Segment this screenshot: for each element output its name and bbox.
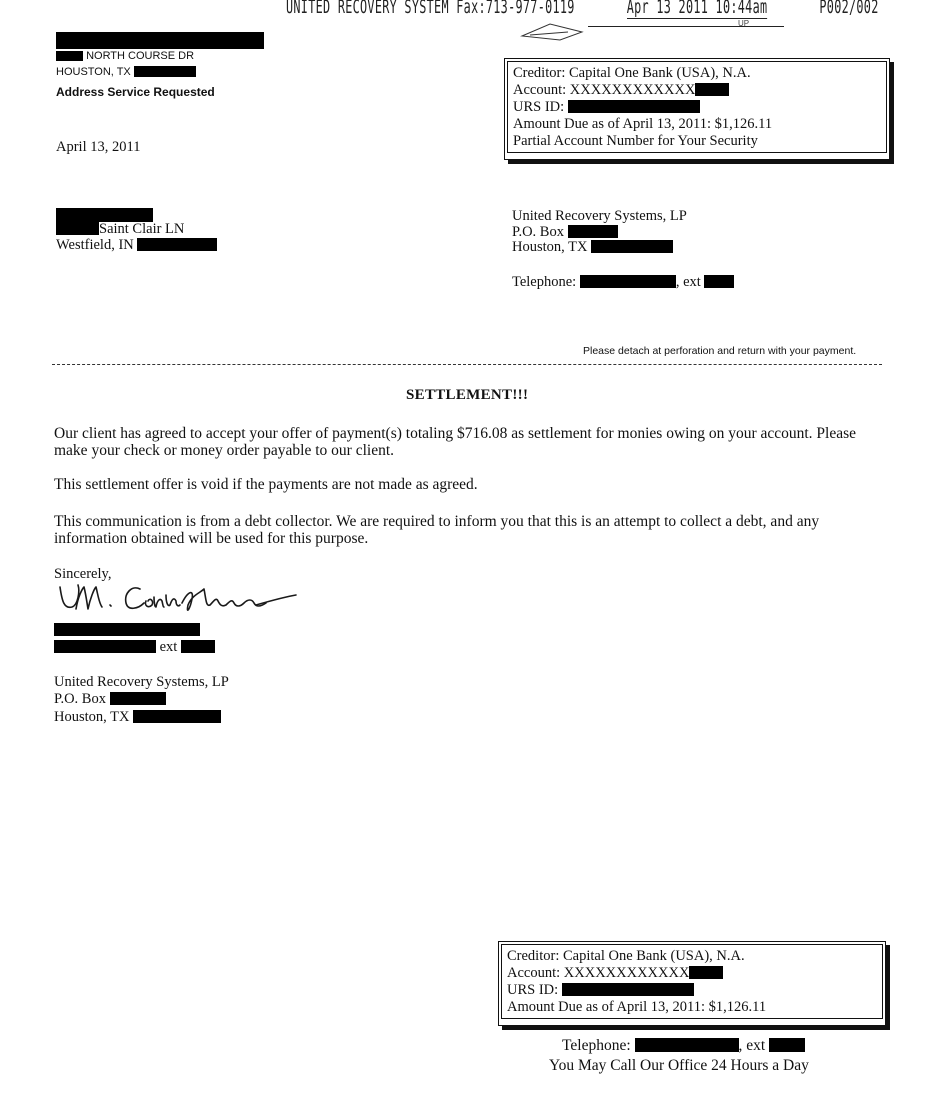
- recipient-street-line: [56, 221, 184, 238]
- fax-mark: UP: [738, 19, 750, 28]
- signature-city: Houston, TX: [54, 709, 130, 725]
- signature-city-line: [54, 709, 221, 726]
- bottom-box-urs-line: [507, 982, 877, 999]
- address-service-requested: Address Service Requested: [56, 85, 215, 99]
- fax-header: [286, 0, 879, 18]
- bottom-box-creditor: Creditor: Capital One Bank (USA), N.A.: [507, 948, 745, 964]
- perforation-line: [52, 364, 882, 365]
- bottom-ext: , ext: [738, 1037, 766, 1054]
- fax-arrow-icon: [520, 18, 590, 42]
- letter-title: SETTLEMENT!!!: [406, 387, 529, 403]
- agency-telephone-label: Telephone:: [512, 274, 577, 290]
- recipient-city-line: [56, 237, 217, 254]
- bottom-box-account: Account: XXXXXXXXXXXX: [507, 965, 690, 981]
- return-address-city: HOUSTON, TX: [56, 66, 131, 78]
- detach-notice: Please detach at perforation and return with your payment.: [583, 345, 857, 357]
- bottom-box-account-line: [507, 965, 877, 982]
- account-box-amount-due: Amount Due as of April 13, 2011: $1,126.11: [513, 116, 773, 132]
- fax-sender: UNITED RECOVERY SYSTEM: [286, 0, 449, 18]
- bottom-telephone-line: [562, 1037, 805, 1055]
- return-address-street-line: [56, 50, 194, 62]
- bottom-box-urs-id: URS ID:: [507, 982, 559, 998]
- account-box-creditor: Creditor: Capital One Bank (USA), N.A.: [513, 65, 751, 81]
- account-box-urs-id: URS ID:: [513, 99, 565, 115]
- recipient-city: Westfield, IN: [56, 237, 134, 253]
- signature: [56, 575, 301, 623]
- return-address-city-line: [56, 66, 196, 78]
- agency-ext: , ext: [675, 274, 701, 290]
- fax-header-rule: [588, 26, 784, 27]
- letter-paragraph-2: This settlement offer is void if the payments are not made as agreed.: [54, 476, 478, 493]
- bottom-hours: You May Call Our Office 24 Hours a Day: [549, 1057, 809, 1074]
- signer-name-redaction: [54, 621, 200, 639]
- agency-city-line: [512, 239, 673, 256]
- bottom-account-box: [498, 941, 886, 1026]
- letter-date: April 13, 2011: [56, 139, 141, 155]
- account-box-partial: Partial Account Number for Your Security: [513, 133, 758, 149]
- fax-datetime: Apr 13 2011 10:44am: [627, 0, 768, 19]
- bottom-telephone-label: Telephone:: [562, 1037, 631, 1054]
- agency-city: Houston, TX: [512, 239, 588, 255]
- recipient-street: Saint Clair LN: [99, 221, 185, 237]
- fax-number: Fax:713-977-0119: [456, 0, 575, 18]
- signer-ext-line: [54, 639, 215, 656]
- letter-closing: Sincerely,: [54, 566, 112, 582]
- letter-paragraph-3: This communication is from a debt collector. We are required to inform you that this is an attempt to collect a debt, and any information obtained will be used for this purpose.: [54, 513, 820, 547]
- return-address-street: NORTH COURSE DR: [86, 50, 195, 62]
- signature-company: United Recovery Systems, LP: [54, 674, 229, 690]
- return-address-redaction: [56, 32, 264, 52]
- account-box-urs-line: [513, 99, 881, 116]
- agency-po-box: P.O. Box: [512, 224, 564, 240]
- signature-po-line: [54, 691, 166, 708]
- bottom-box-amount-due: Amount Due as of April 13, 2011: $1,126.11: [507, 999, 767, 1015]
- agency-telephone-line: [512, 274, 734, 291]
- fax-page: P002/002: [819, 0, 879, 18]
- letter-paragraph-1: Our client has agreed to accept your offer of payment(s) totaling $716.08 as settlement for monies owing on your account. Please make your check or money order payable to our client.: [54, 425, 857, 459]
- agency-name: United Recovery Systems, LP: [512, 208, 687, 224]
- account-box-account: Account: XXXXXXXXXXXX: [513, 82, 696, 98]
- signature-po-box: P.O. Box: [54, 691, 106, 707]
- account-box-account-line: [513, 82, 881, 99]
- account-info-box: [504, 58, 890, 160]
- signer-ext-label: ext: [159, 639, 178, 655]
